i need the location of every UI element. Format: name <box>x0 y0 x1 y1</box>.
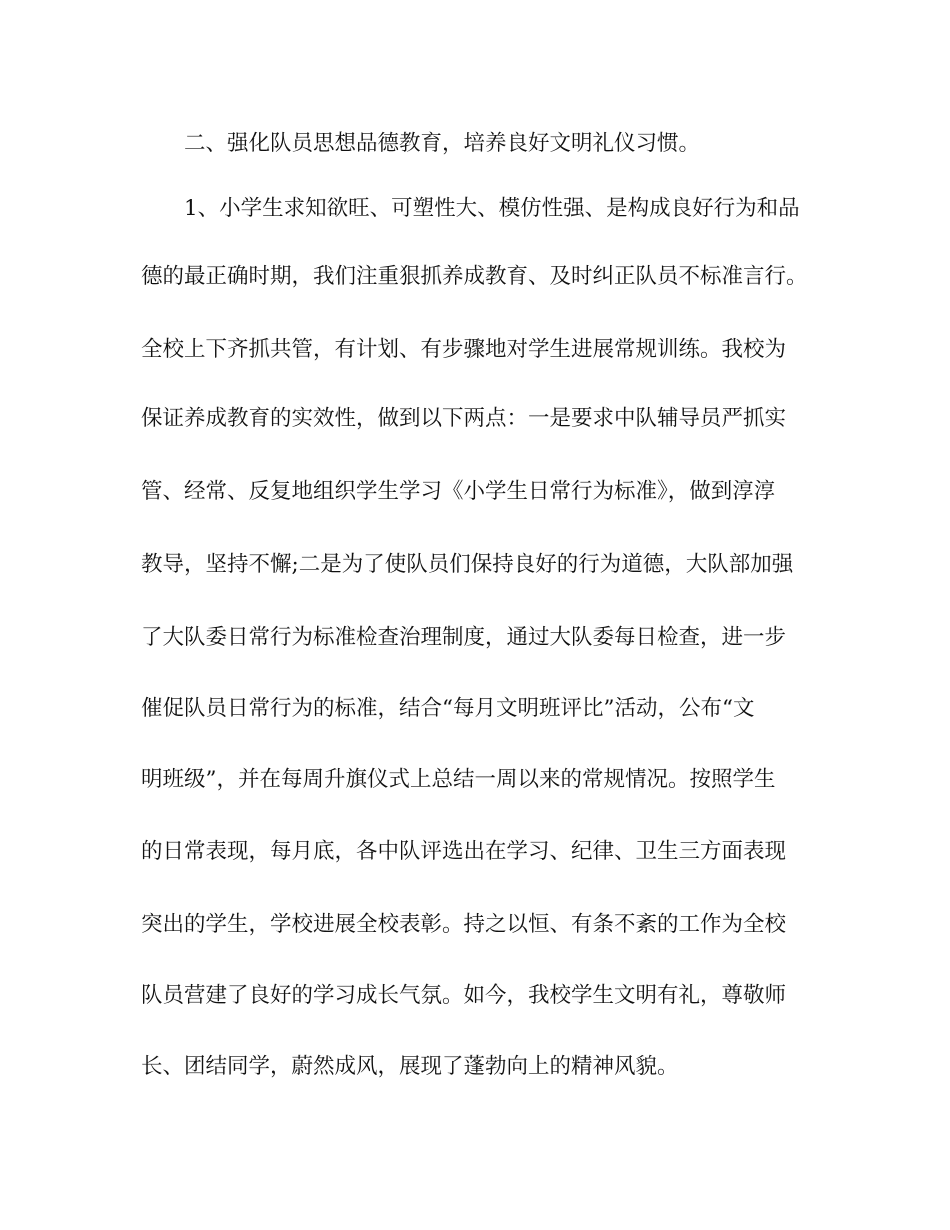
paragraph-line: 长、团结同学，蔚然成风，展现了蓬勃向上的精神风貌。 <box>141 1054 679 1079</box>
paragraph-line: 保证养成教育的实效性，做到以下两点：一是要求中队辅导员严抓实 <box>141 406 787 431</box>
paragraph-line: 的日常表现，每月底，各中队评选出在学习、纪律、卫生三方面表现 <box>141 839 787 864</box>
paragraph-line: 了大队委日常行为标准检查治理制度，通过大队委每日检查，进一步 <box>141 625 787 650</box>
paragraph-line: 催促队员日常行为的标准，结合“每月文明班评比”活动，公布“文 <box>141 696 755 721</box>
paragraph-line: 突出的学生，学校进展全校表彰。持之以恒、有条不紊的工作为全校 <box>141 912 787 937</box>
paragraph-line: 管、经常、反复地组织学生学习《小学生日常行为标准》，做到淳淳 <box>141 479 776 504</box>
paragraph-line: 明班级”，并在每周升旗仪式上总结一周以来的常规情况。按照学生 <box>141 767 776 792</box>
section-heading: 二、强化队员思想品德教育，培养良好文明礼仪习惯。 <box>184 131 701 156</box>
paragraph-line: 1、小学生求知欲旺、可塑性大、模仿性强、是构成良好行为和品 <box>184 196 800 221</box>
paragraph-line: 队员营建了良好的学习成长气氛。如今，我校学生文明有礼，尊敬师 <box>141 983 787 1008</box>
paragraph-line: 教导，坚持不懈;二是为了使队员们保持良好的行为道德，大队部加强 <box>141 552 794 577</box>
paragraph-line: 全校上下齐抓共管，有计划、有步骤地对学生进展常规训练。我校为 <box>141 337 787 362</box>
paragraph-line: 德的最正确时期，我们注重狠抓养成教育、及时纠正队员不标准言行。 <box>141 264 808 289</box>
